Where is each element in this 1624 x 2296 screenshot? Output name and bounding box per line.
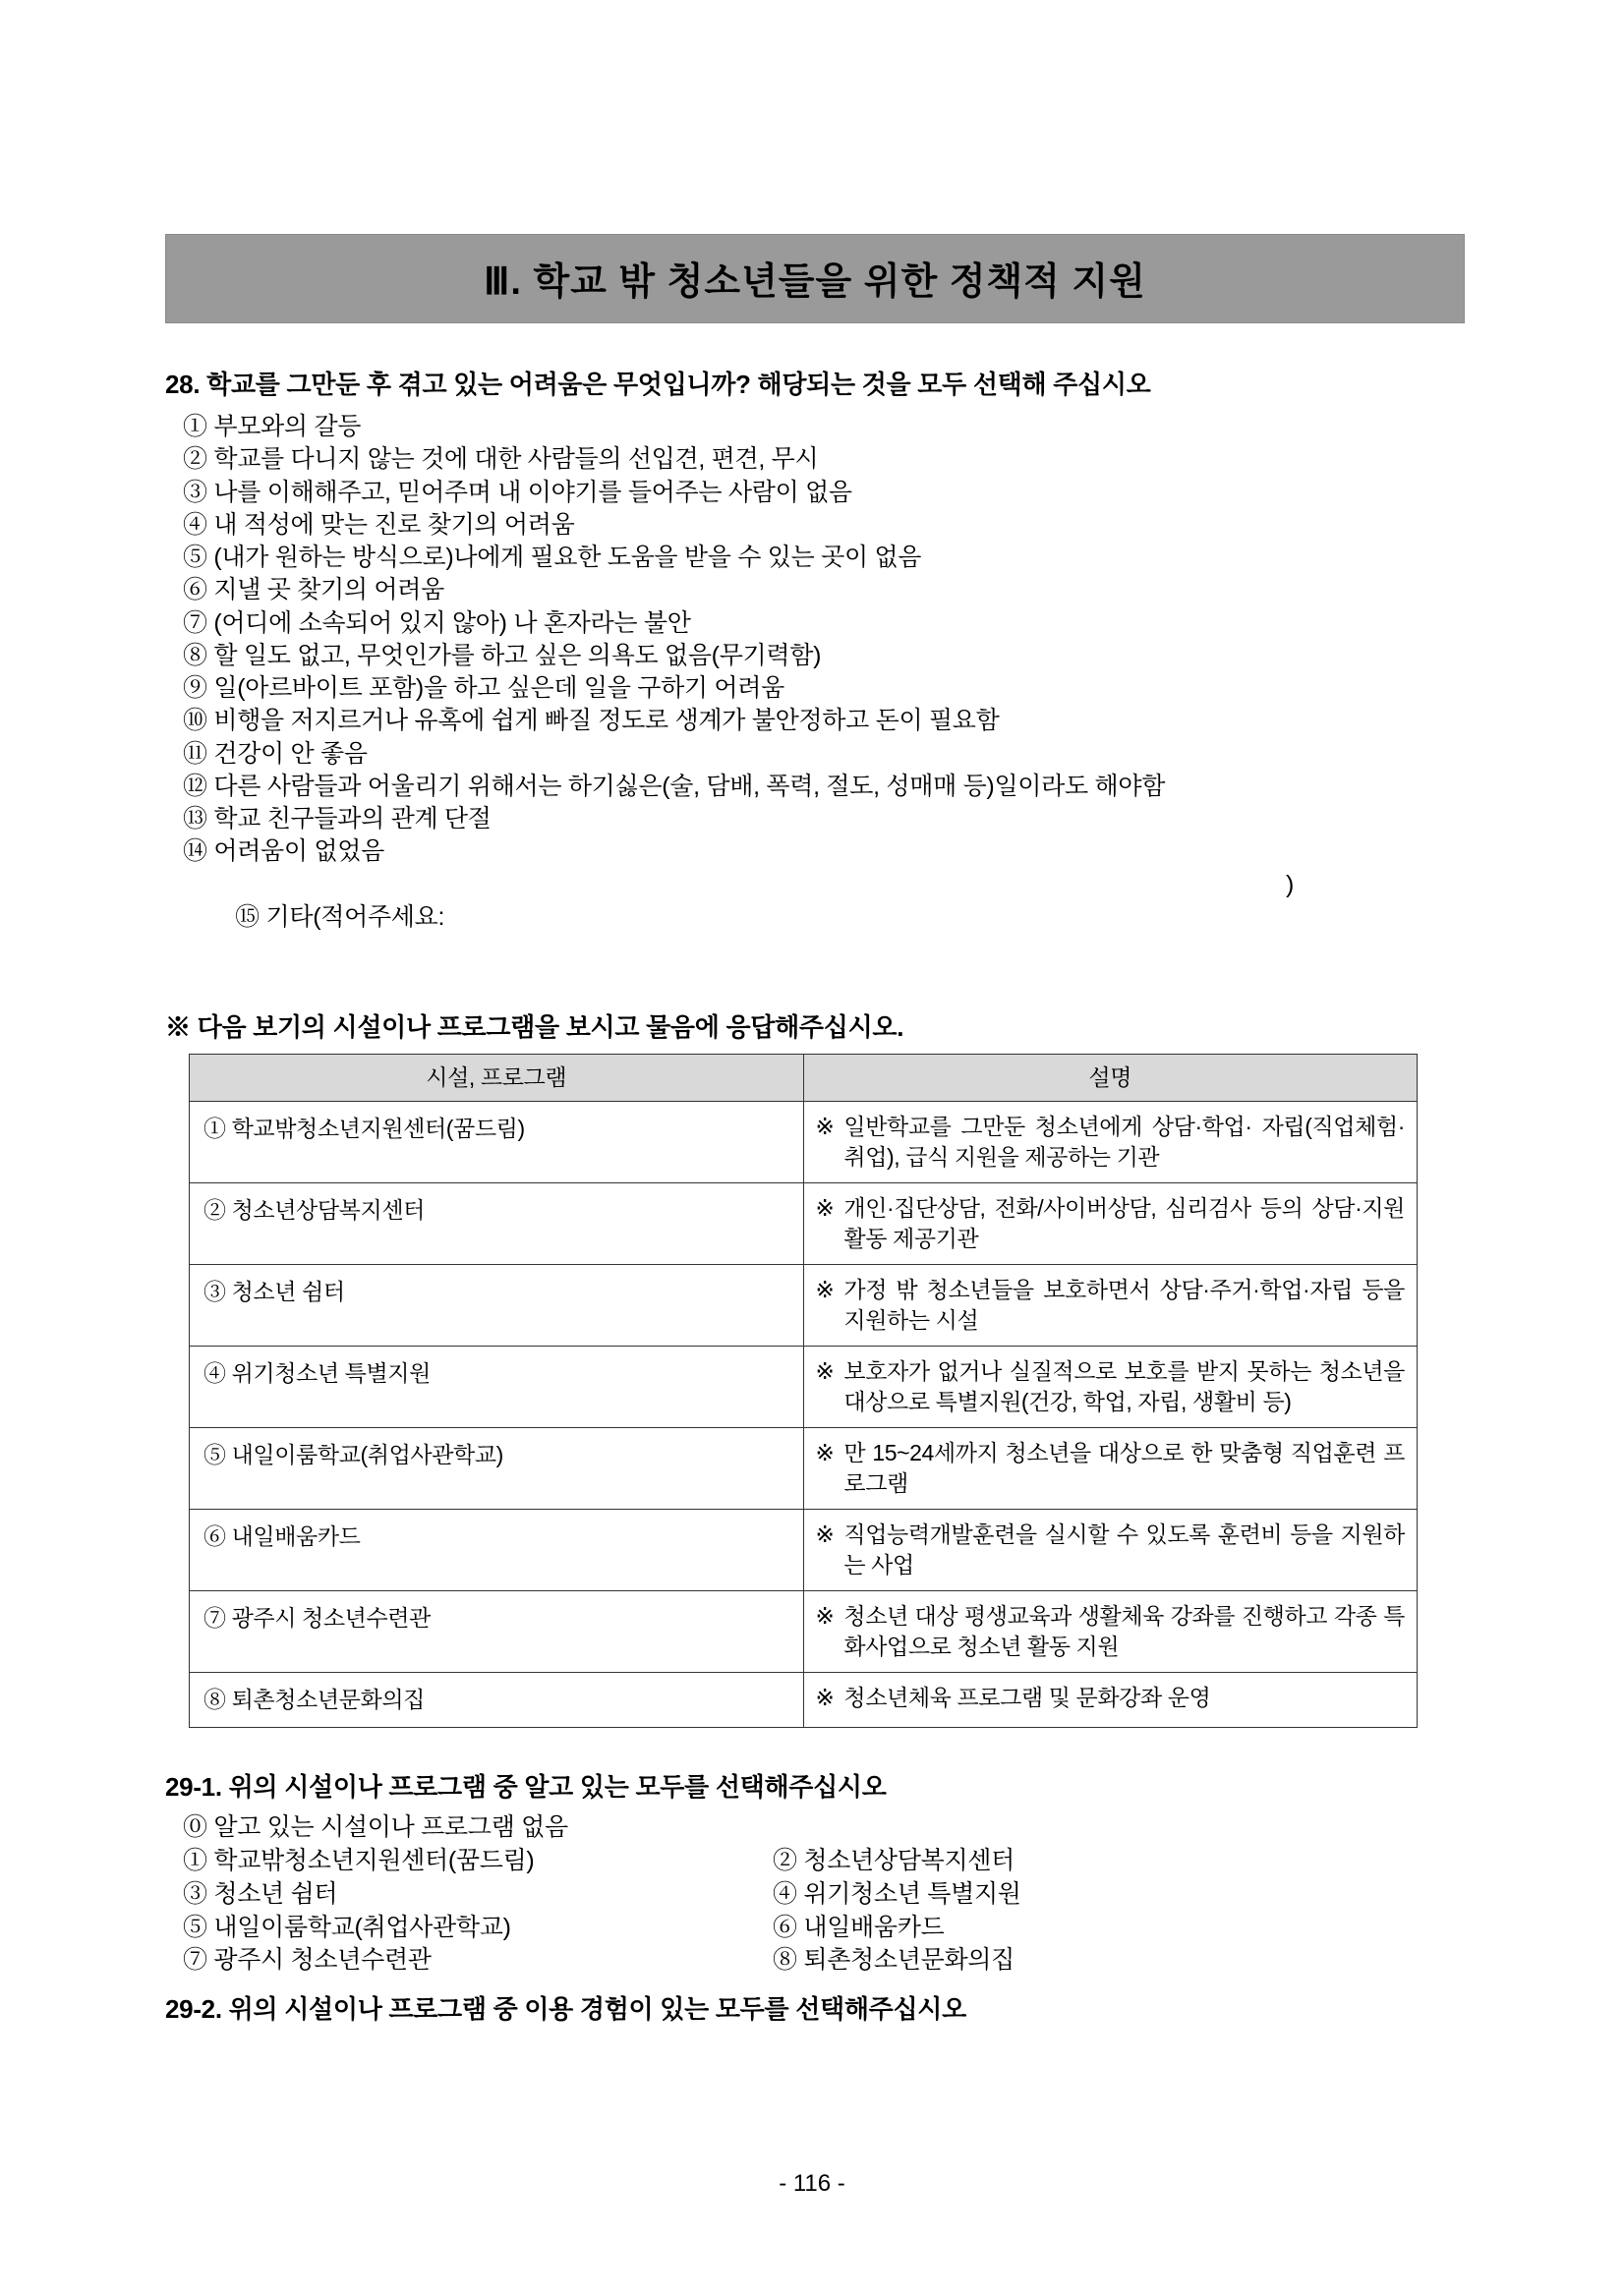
table-row [190,1427,1418,1509]
option-item[interactable]: ⑤ 내일이룸학교(취업사관학교) [183,1913,511,1941]
option-item[interactable]: ⑩ 비행을 저지르거나 유혹에 쉽게 빠질 정도로 생계가 불안정하고 돈이 필요함 [183,707,1000,735]
table-header-row [190,1054,1418,1101]
reference-mark-icon: ※ [815,1113,835,1139]
reference-mark-icon: ※ [815,1439,835,1465]
reference-mark-icon: ※ [815,1194,835,1221]
option-item[interactable]: ⑭ 어려움이 없었음 [183,837,384,866]
facility-description-text: 개인·집단상담, 전화/사이버상담, 심리검사 등의 상담·지원활동 제공기관 [843,1194,1405,1251]
facility-description [803,1346,1418,1427]
facility-description-text: 청소년체육 프로그램 및 문화강좌 운영 [843,1685,1211,1711]
option-item[interactable]: ⑬ 학교 친구들과의 관계 단절 [183,805,492,832]
facility-description [803,1264,1418,1346]
table-header-facility: 시설, 프로그램 [190,1054,804,1101]
table-row [190,1510,1418,1591]
table-row [190,1264,1418,1346]
facility-program-table [189,1054,1418,1729]
table-header-description: 설명 [803,1054,1418,1101]
question-28-title: 28. 학교를 그만둔 후 겪고 있는 어려움은 무엇입니까? 해당되는 것을 모두 선택해 주십시오 [165,370,1151,399]
question-29-1-options [165,1845,1465,1978]
reference-mark-icon: ※ [815,1357,835,1384]
section-banner: Ⅲ. 학교 밖 청소년들을 위한 정책적 지원 [165,234,1465,323]
option-item[interactable]: ④ 위기청소년 특별지원 [773,1879,1021,1908]
option-item[interactable]: ⑪ 건강이 안 좋음 [183,739,368,768]
facility-description [803,1101,1418,1182]
option-item[interactable]: ③ 청소년 쉼터 [183,1879,338,1908]
question-29-1-title: 29-1. 위의 시설이나 프로그램 중 알고 있는 모두를 선택해주십시오 [165,1772,887,1803]
option-item[interactable]: ⑨ 일(아르바이트 포함)을 하고 싶은데 일을 구하기 어려움 [183,674,784,702]
option-item[interactable]: ④ 내 적성에 맞는 진로 찾기의 어려움 [183,510,575,539]
option-item[interactable]: ③ 나를 이해해주고, 믿어주며 내 이야기를 들어주는 사람이 없음 [183,478,852,506]
facility-description-text: 직업능력개발훈련을 실시할 수 있도록 훈련비 등을 지원하는 사업 [843,1521,1405,1578]
option-item[interactable]: ② 학교를 다니지 않는 것에 대한 사람들의 선입견, 편견, 무시 [183,445,819,474]
facility-name: ① 학교밖청소년지원센터(꿈드림) [190,1101,804,1182]
option-item[interactable]: ② 청소년상담복지센터 [773,1847,1015,1874]
option-item-zero[interactable]: ⓪ 알고 있는 시설이나 프로그램 없음 [183,1813,568,1842]
question-29-2-title: 29-2. 위의 시설이나 프로그램 중 이용 경험이 있는 모두를 선택해주십시오 [165,1994,966,2024]
table-row [190,1346,1418,1427]
facility-name: ⑦ 광주시 청소년수련관 [190,1591,804,1673]
facility-name: ④ 위기청소년 특별지원 [190,1346,804,1427]
facility-description [803,1591,1418,1673]
option-etc-label: ⑮ 기타(적어주세요: [235,902,445,931]
option-etc-close-paren: ) [1286,870,1295,898]
question-28-options [165,411,1465,1000]
facility-description-text: 보호자가 없거나 실질적으로 보호를 받지 못하는 청소년을 대상으로 특별지원(건강, 학업, 자립, 생활비 등) [843,1357,1405,1414]
option-item[interactable]: ⑫ 다른 사람들과 어울리기 위해서는 하기싫은(술, 담배, 폭력, 절도, 성매매 등)일이라도 해야함 [183,772,1166,800]
facility-description [803,1510,1418,1591]
option-item[interactable]: ① 부모와의 갈등 [183,413,362,440]
option-item[interactable]: ⑥ 지낼 곳 찾기의 어려움 [183,576,444,604]
option-item-etc[interactable] [165,869,1465,1000]
option-item[interactable]: ① 학교밖청소년지원센터(꿈드림) [183,1847,535,1874]
facility-name: ⑧ 퇴촌청소년문화의집 [190,1673,804,1728]
option-item[interactable]: ⑦ (어디에 소속되어 있지 않아) 나 혼자라는 불안 [183,608,691,637]
facility-description-text: 가정 밖 청소년들을 보호하면서 상담·주거·학업·자립 등을 지원하는 시설 [843,1276,1405,1333]
facility-description-text: 만 15~24세까지 청소년을 대상으로 한 맞춤형 직업훈련 프로그램 [843,1439,1405,1496]
facility-name: ⑥ 내일배움카드 [190,1510,804,1591]
table-row [190,1101,1418,1182]
reference-mark-icon: ※ [815,1685,835,1711]
facility-description [803,1182,1418,1264]
option-item[interactable]: ⑤ (내가 원하는 방식으로)나에게 필요한 도움을 받을 수 있는 곳이 없음 [183,544,922,571]
option-item[interactable]: ⑧ 할 일도 없고, 무엇인가를 하고 싶은 의욕도 없음(무기력함) [183,641,822,669]
facility-description-text: 청소년 대상 평생교육과 생활체육 강좌를 진행하고 각종 특화사업으로 청소년 활동 지원 [843,1603,1405,1660]
facility-description-text: 일반학교를 그만둔 청소년에게 상담·학업· 자립(직업체험·취업), 급식 지원을 제공하는 기관 [843,1113,1405,1170]
page-content [165,234,1465,2034]
table-row [190,1182,1418,1264]
page-number: - 116 - [779,2170,845,2197]
option-item[interactable]: ⑥ 내일배움카드 [773,1913,945,1941]
reference-mark-icon: ※ [815,1276,835,1302]
facility-name: ⑤ 내일이룸학교(취업사관학교) [190,1427,804,1509]
facility-name: ② 청소년상담복지센터 [190,1182,804,1264]
reference-mark-icon: ※ [815,1521,835,1548]
facility-note: ※ 다음 보기의 시설이나 프로그램을 보시고 물음에 응답해주십시오. [165,1011,904,1042]
option-item[interactable]: ⑦ 광주시 청소년수련관 [183,1946,432,1975]
option-item[interactable]: ⑧ 퇴촌청소년문화의집 [773,1946,1015,1975]
reference-mark-icon: ※ [815,1603,835,1630]
facility-name: ③ 청소년 쉼터 [190,1264,804,1346]
table-row [190,1673,1418,1728]
table-row [190,1591,1418,1673]
facility-description [803,1427,1418,1509]
facility-description [803,1673,1418,1728]
